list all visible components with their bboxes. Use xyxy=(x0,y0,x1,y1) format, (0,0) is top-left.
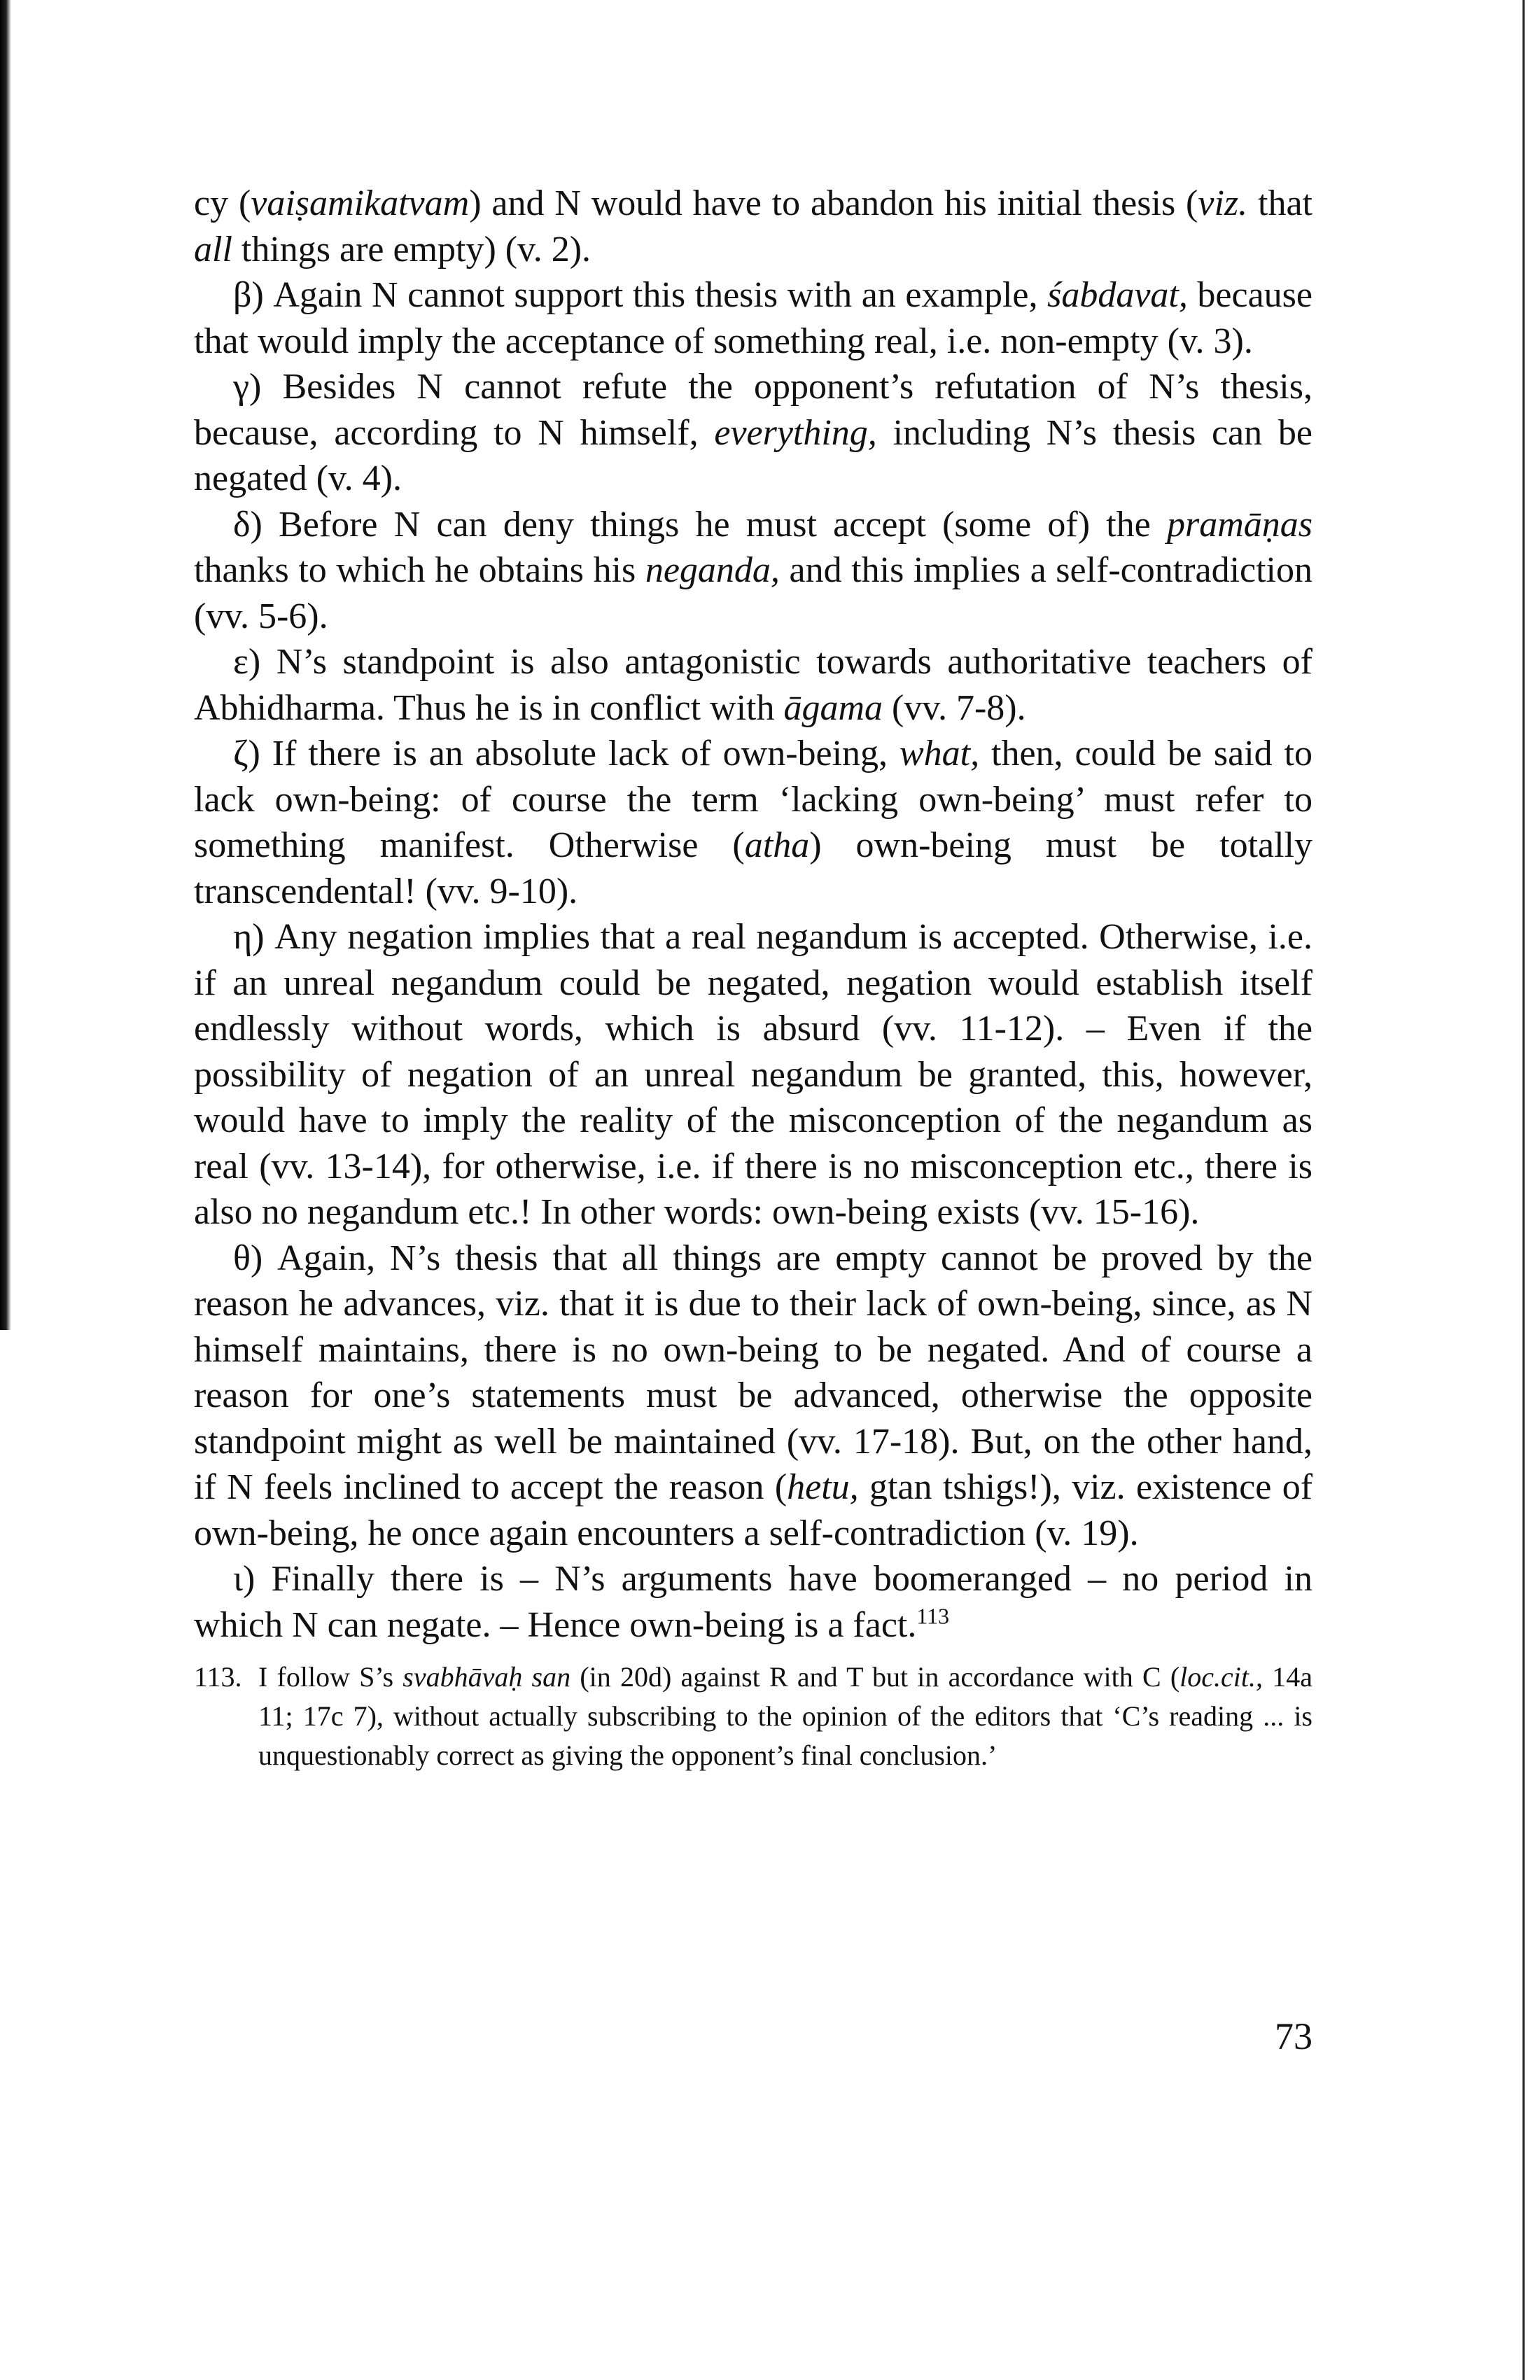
text-run: because that would imply the acceptance of something real, i.e. non-empty (v. 3). xyxy=(194,275,1312,361)
paragraph xyxy=(194,1236,1312,1557)
italic-term: viz. xyxy=(1198,183,1248,223)
paragraph xyxy=(194,1556,1312,1648)
paragraph xyxy=(194,272,1312,364)
text-run: β) Again N cannot support this thesis with an example, xyxy=(233,275,1048,315)
text-run: θ) Again, N’s thesis that all things are empty cannot be proved by the reason he advances, viz. that it is due to their lack of own-being, since, as N himself maintains, there is no own-being to be negated. And of course a reason for one’s statements must be advanced, otherwise the opposite standpoint might as well be maintained (vv. 17-18). But, on the other hand, if N feels inclined to accept the reason ( xyxy=(194,1238,1312,1507)
footnote-reference: 113 xyxy=(916,1603,950,1629)
page-body xyxy=(194,181,1312,1803)
paragraph xyxy=(194,364,1312,502)
paragraph xyxy=(194,914,1312,1236)
text-run: gtan tshigs!), viz. existence of own-being, he once again encounters a self-contradiction (v. 19). xyxy=(194,1467,1313,1553)
italic-term: atha xyxy=(744,825,810,865)
italic-term: hetu, xyxy=(787,1467,859,1507)
text-run: γ) Besides N cannot refute the opponent’s refutation of N’s thesis, because, according to N himself, xyxy=(194,367,1312,453)
paragraph xyxy=(194,502,1312,640)
italic-term: āgama xyxy=(783,687,883,728)
text-run: (vv. 7-8). xyxy=(883,687,1026,728)
text-run: δ) Before N can deny things he must accept (some of) the xyxy=(233,504,1167,545)
text-run: ) own-being must be totally transcendental! (vv. 9-10). xyxy=(194,825,1312,911)
italic-term: śabdavat, xyxy=(1047,275,1188,315)
text-run: thanks to which he obtains his xyxy=(194,550,645,590)
text-run: that xyxy=(1247,183,1312,223)
text-run: including N’s thesis can be negated (v. 4). xyxy=(194,412,1312,498)
footnote-text xyxy=(258,1661,1312,1771)
text-run: cy ( xyxy=(194,183,251,223)
text-run: η) Any negation implies that a real negandum is accepted. Otherwise, i.e. if an unreal negandum could be negated, negation would establish itself endlessly without words, which is absurd (vv. 11-12). – Even if the possibility of negation of an unreal negandum be granted, this, however, would have to imply the reality of the misconception of the negandum as real (vv. 13-14), for otherwise, i.e. if there is no misconception etc., there is also no negandum etc.! In other words: own-being exists (vv. 15-16). xyxy=(194,917,1312,1232)
footnote-113 xyxy=(194,1658,1312,1775)
text-run: and this implies a self-contradiction (vv. 5-6). xyxy=(194,550,1312,636)
text-run: 14a 11; 17c 7), without actually subscribing to the opinion of the editors that ‘C’s reading ... is unquestionably correct as giving the opponent’s final conclusion.’ xyxy=(258,1661,1312,1771)
italic-term: all xyxy=(194,229,232,270)
text-run: then, could be said to lack own-being: of course the term ‘lacking own-being’ must refer to something manifest. Otherwise ( xyxy=(194,734,1312,865)
text-run: things are empty) (v. 2). xyxy=(232,229,592,270)
paragraph xyxy=(194,731,1312,914)
italic-term: what, xyxy=(899,734,980,774)
italic-term: svabhāvaḥ san xyxy=(402,1661,571,1693)
paragraph xyxy=(194,639,1312,731)
text-run: ι) Finally there is – N’s arguments have boomeranged – no period in which N can negate. – Hence own-being is a fact. xyxy=(194,1559,1312,1645)
text-run: I follow S’s xyxy=(258,1661,403,1693)
italic-term: vaiṣamikatvam xyxy=(251,183,470,223)
italic-term: neganda, xyxy=(645,550,780,590)
text-run: ζ) If there is an absolute lack of own-being, xyxy=(233,734,899,774)
text-run: (in 20d) against R and T but in accordance with C ( xyxy=(570,1661,1180,1693)
italic-term: pramāṇas xyxy=(1166,504,1312,545)
text-run: ) and N would have to abandon his initial thesis ( xyxy=(469,183,1198,223)
italic-term: everything, xyxy=(714,412,877,453)
italic-term: loc.cit., xyxy=(1180,1661,1264,1693)
page-number: 73 xyxy=(1275,2015,1312,2057)
paragraph xyxy=(194,181,1312,272)
scan-rule-right xyxy=(1522,0,1525,2380)
scan-shadow-left xyxy=(0,0,11,1330)
main-text xyxy=(194,181,1312,1648)
footnote-number: 113. xyxy=(194,1661,242,1693)
text-run: ε) N’s standpoint is also antagonistic towards authoritative teachers of Abhidharma. Thus he is in conflict with xyxy=(194,642,1312,728)
